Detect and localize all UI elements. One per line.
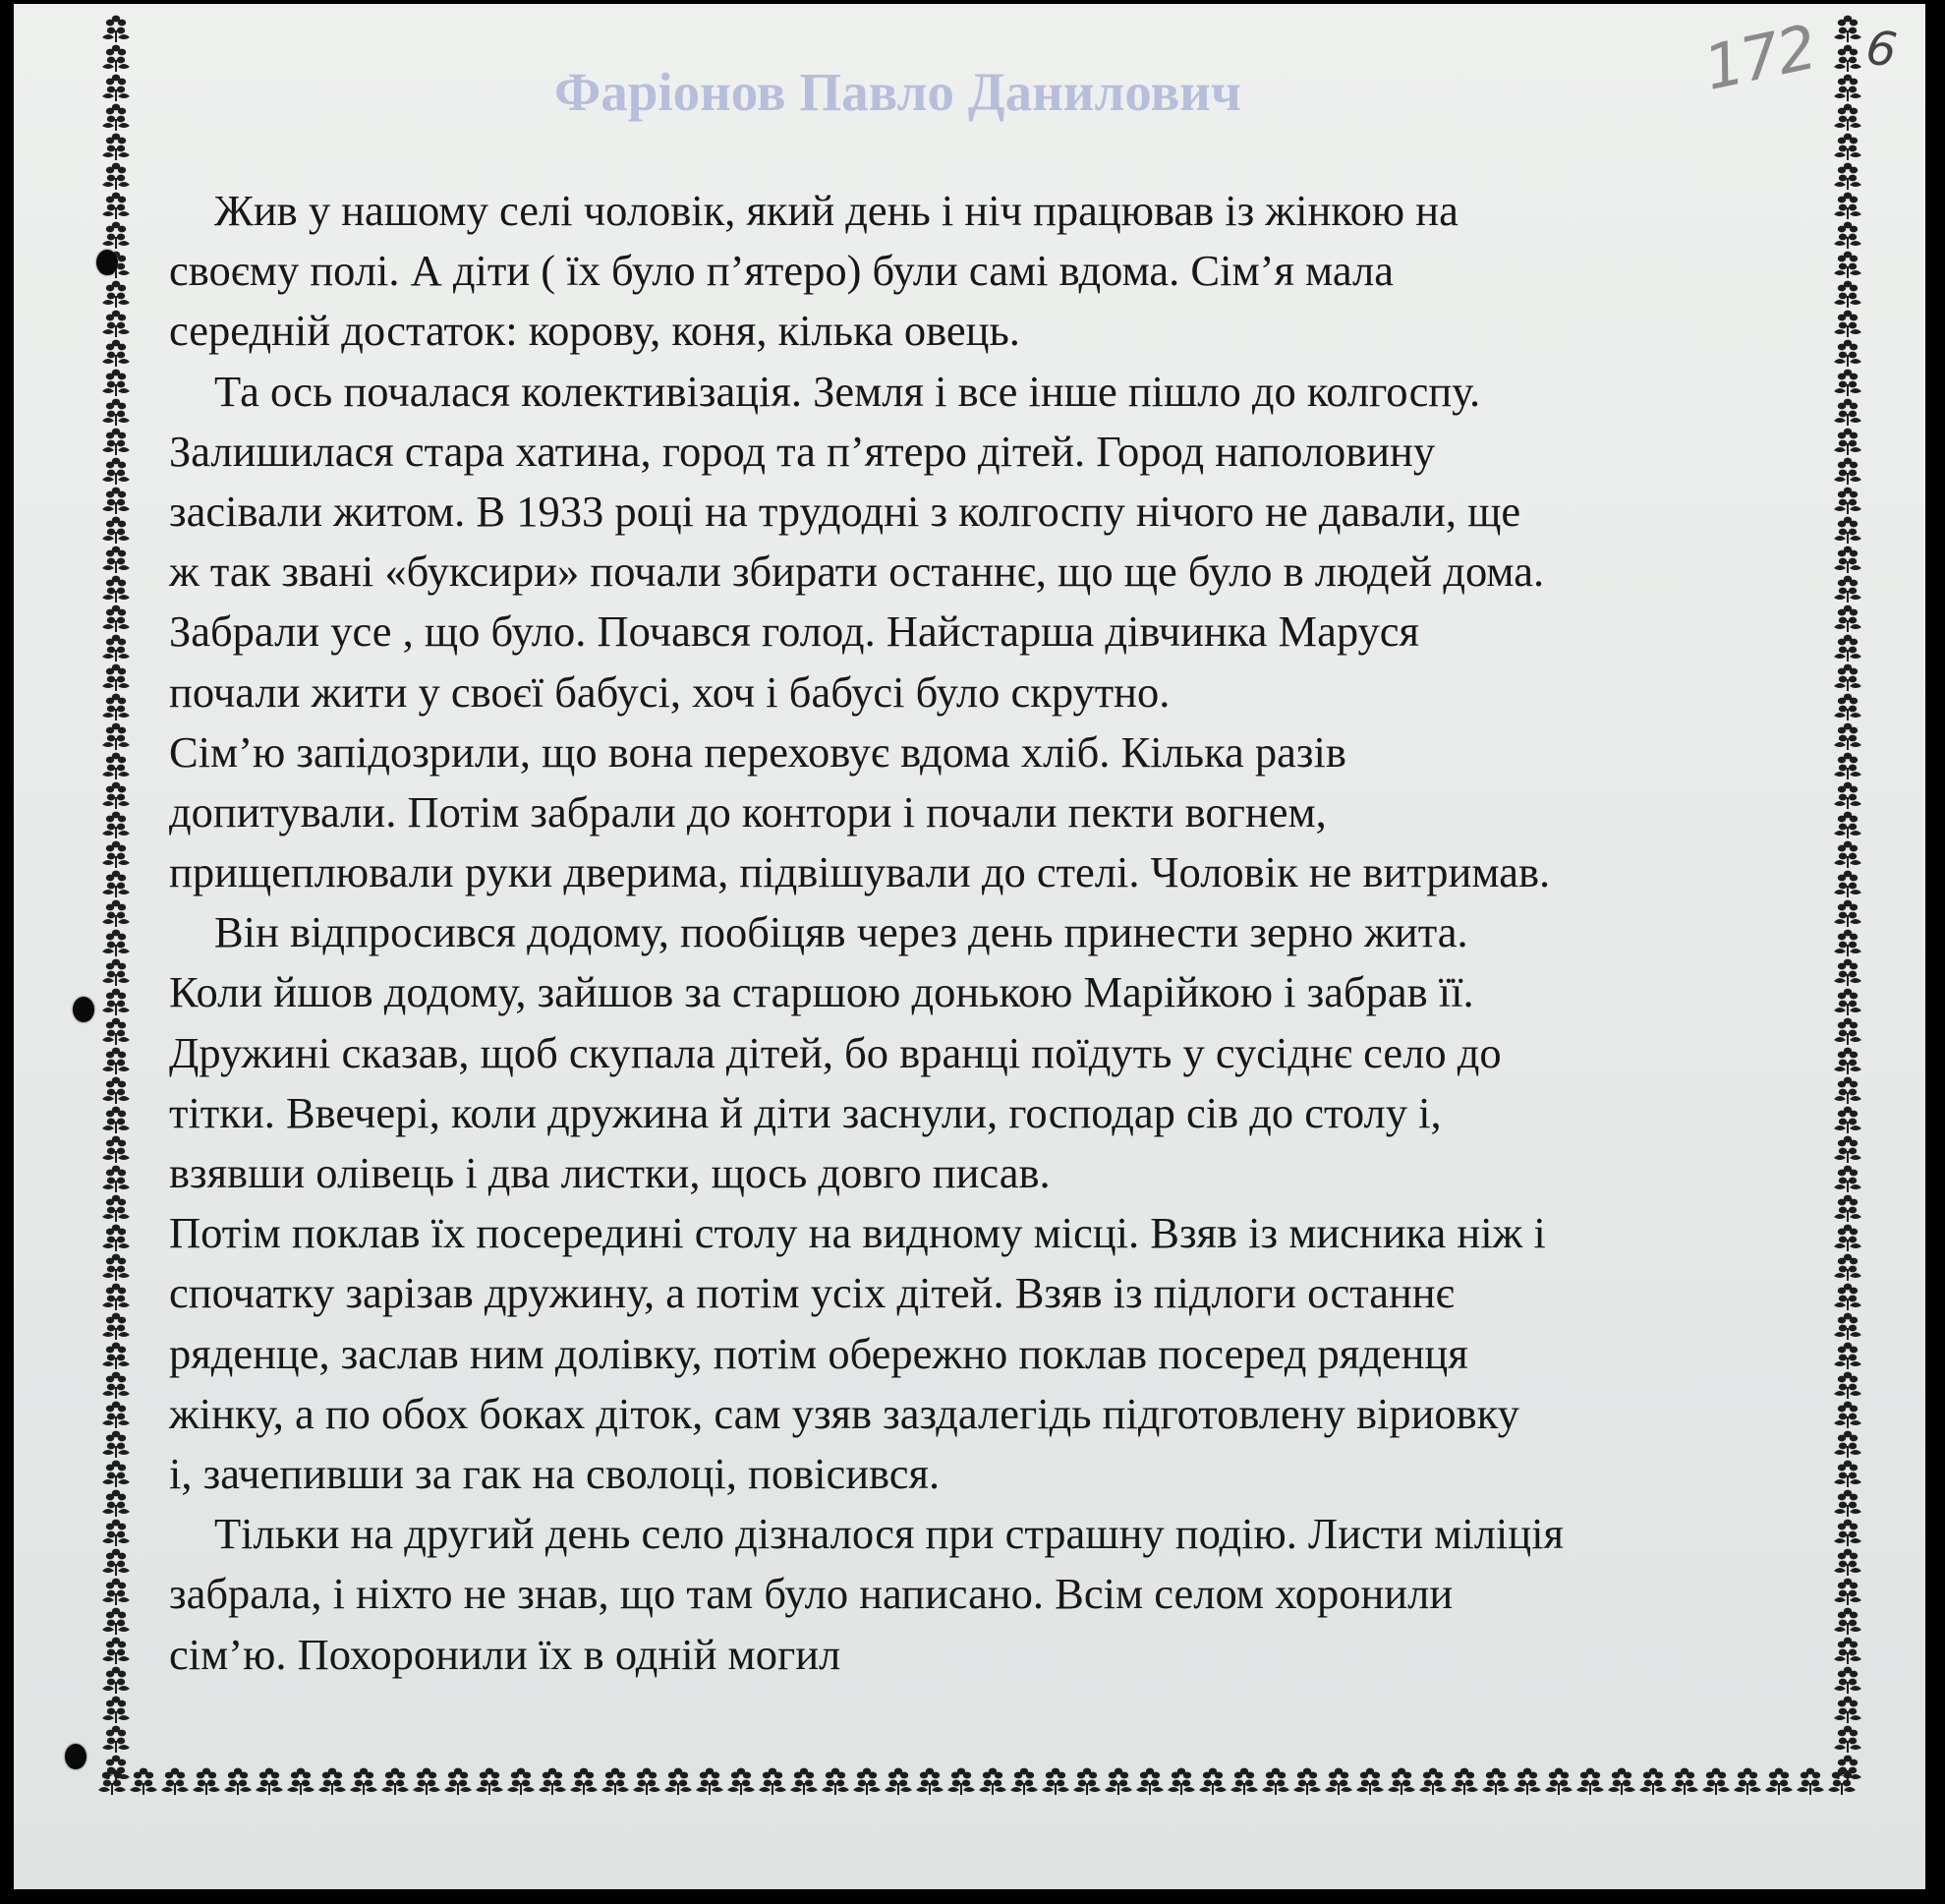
text-line: допитували. Потім забрали до контори і почали пекти вогнем, <box>169 786 1327 837</box>
text-line: Жив у нашому селі чоловік, який день і ніч працював із жінкою на <box>214 186 1459 235</box>
text-line: тітки. Ввечері, коли дружина й діти заснули, господар сів до столу і, <box>169 1087 1442 1137</box>
text-line: Та ось почалася колективізація. Земля і все інше пішло до колгоспу. <box>214 366 1481 416</box>
floral-ornament-icon <box>1824 12 1871 1781</box>
text-line: прищеплювали руки дверима, підвішували до стелі. Чоловік не витримав. <box>169 847 1551 897</box>
text-line: і, зачепивши за гак на сволоці, повісився. <box>169 1448 941 1498</box>
text-line: своєму полі. А діти ( їх було п’ятеро) були самі вдома. Сім’я мала <box>169 246 1394 296</box>
archive-page-number: 172 <box>1697 11 1821 104</box>
punch-hole <box>65 1744 86 1769</box>
text-line: взявши олівець і два листки, щось довго писав. <box>169 1148 1051 1197</box>
text-line: забрала, і ніхто не знав, що там було написано. Всім селом хоронили <box>169 1569 1454 1619</box>
text-line: ж так звані «буксири» почали збирати останнє, що ще було в людей дома. <box>169 547 1545 597</box>
text-line: середній достаток: корову, коня, кілька овець. <box>169 306 1020 356</box>
floral-ornament-icon <box>94 12 142 1781</box>
ornamental-border-right <box>1824 12 1871 1781</box>
text-line: сім’ю. Похоронили їх в одній могил <box>169 1629 841 1679</box>
text-line: спочатку зарізав дружину, а потім усіх дітей. Взяв із підлоги останнє <box>169 1268 1455 1318</box>
text-line: жінку, а по обох боках діток, сам узяв заздалегідь підготовлену віриовку <box>169 1388 1519 1438</box>
punch-hole <box>96 250 118 275</box>
text-line: ряденце, заслав ним долівку, потім обережно поклав посеред ряденця <box>169 1328 1468 1378</box>
text-line: Залишилася стара хатина, город та п’ятеро дітей. Город наполовину <box>169 426 1436 476</box>
document-page <box>14 4 1925 1889</box>
text-line: Забрали усе , що було. Почався голод. Найстарша дівчинка Маруся <box>169 606 1420 657</box>
floral-ornament-icon <box>94 1759 1871 1806</box>
text-line: почали жити у своєї бабусі, хоч і бабусі було скрутно. <box>169 666 1171 717</box>
text-line: засівали житом. В 1933 році на трудодні з колгоспу нічого не давали, ще <box>169 486 1521 536</box>
ornamental-border-bottom <box>94 1759 1871 1806</box>
text-line: Тільки на другий день село дізналося при страшну подію. Листи міліція <box>214 1509 1564 1559</box>
ornamental-border-left <box>94 12 142 1781</box>
archive-page-suffix: 6 <box>1862 20 1901 79</box>
document-title: Фаріонов Павло Данилович <box>554 62 1241 122</box>
text-line: Сім’ю запідозрили, що вона переховує вдома хліб. Кілька разів <box>169 726 1346 777</box>
text-line: Дружині сказав, щоб скупала дітей, бо вранці поїдуть у сусіднє село до <box>169 1027 1502 1077</box>
text-line: Він відпросився додому, пообіцяв через день принести зерно жита. <box>214 907 1468 957</box>
punch-hole <box>73 997 94 1022</box>
document-body <box>169 181 1820 1685</box>
text-line: Потім поклав їх посередині столу на видному місці. Взяв із мисника ніж і <box>169 1208 1546 1258</box>
text-line: Коли йшов додому, зайшов за старшою донькою Марійкою і забрав її. <box>169 967 1474 1017</box>
